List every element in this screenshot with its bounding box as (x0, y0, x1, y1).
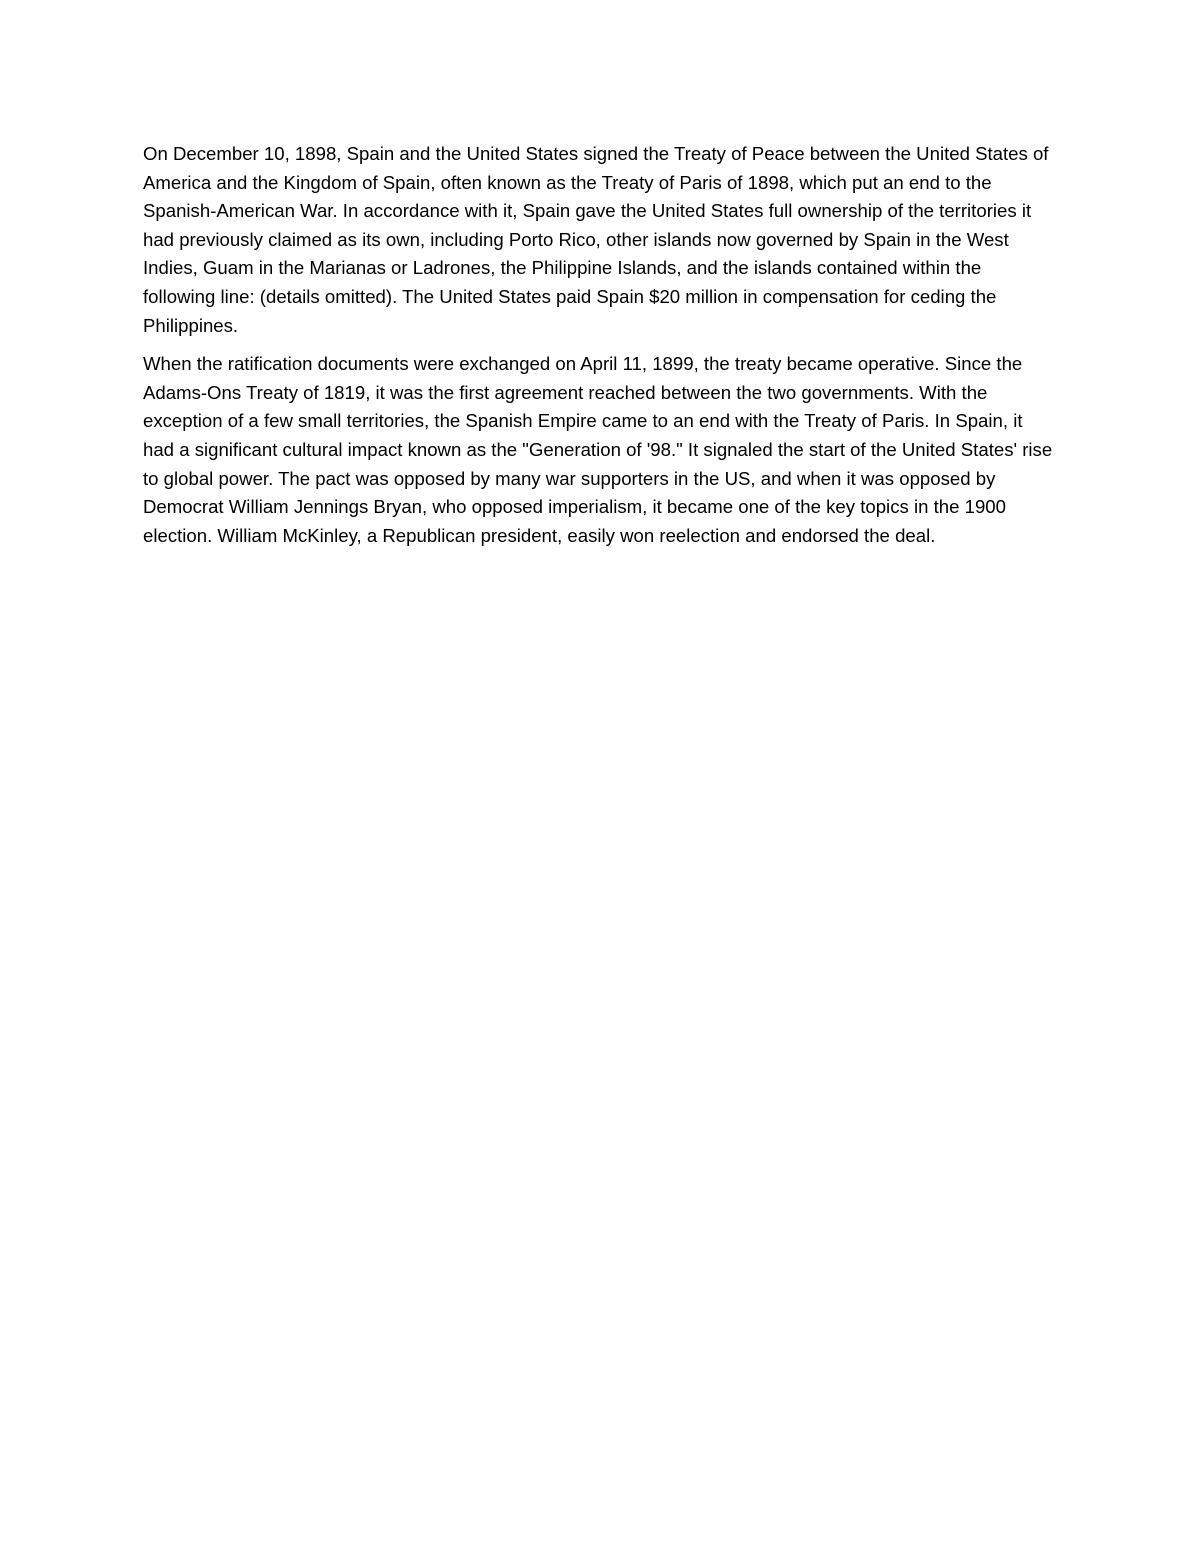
paragraph-ratification: When the ratification documents were exchanged on April 11, 1899, the treaty became operative. Since the Adams-Ons Treaty of 1819, it was the first agreement reached between the two governments. With the exception of a few small territories, the Spanish Empire came to an end with the Treaty of Paris. In Spain, it had a significant cultural impact known as the "Generation of '98." It signaled the start of the United States' rise to global power. The pact was opposed by many war supporters in the US, and when it was opposed by Democrat William Jennings Bryan, who opposed imperialism, it became one of the key topics in the 1900 election. William McKinley, a Republican president, easily won reelection and endorsed the deal. (143, 353, 1053, 546)
document-body (143, 140, 1058, 560)
paragraph-treaty-signing: On December 10, 1898, Spain and the United States signed the Treaty of Peace between the United States of America and the Kingdom of Spain, often known as the Treaty of Paris of 1898, which put an end to the Spanish-American War. In accordance with it, Spain gave the United States full ownership of the territories it had previously claimed as its own, including Porto Rico, other islands now governed by Spain in the West Indies, Guam in the Marianas or Ladrones, the Philippine Islands, and the islands contained within the following line: (details omitted). The United States paid Spain $20 million in compensation for ceding the Philippines. (143, 143, 1049, 336)
